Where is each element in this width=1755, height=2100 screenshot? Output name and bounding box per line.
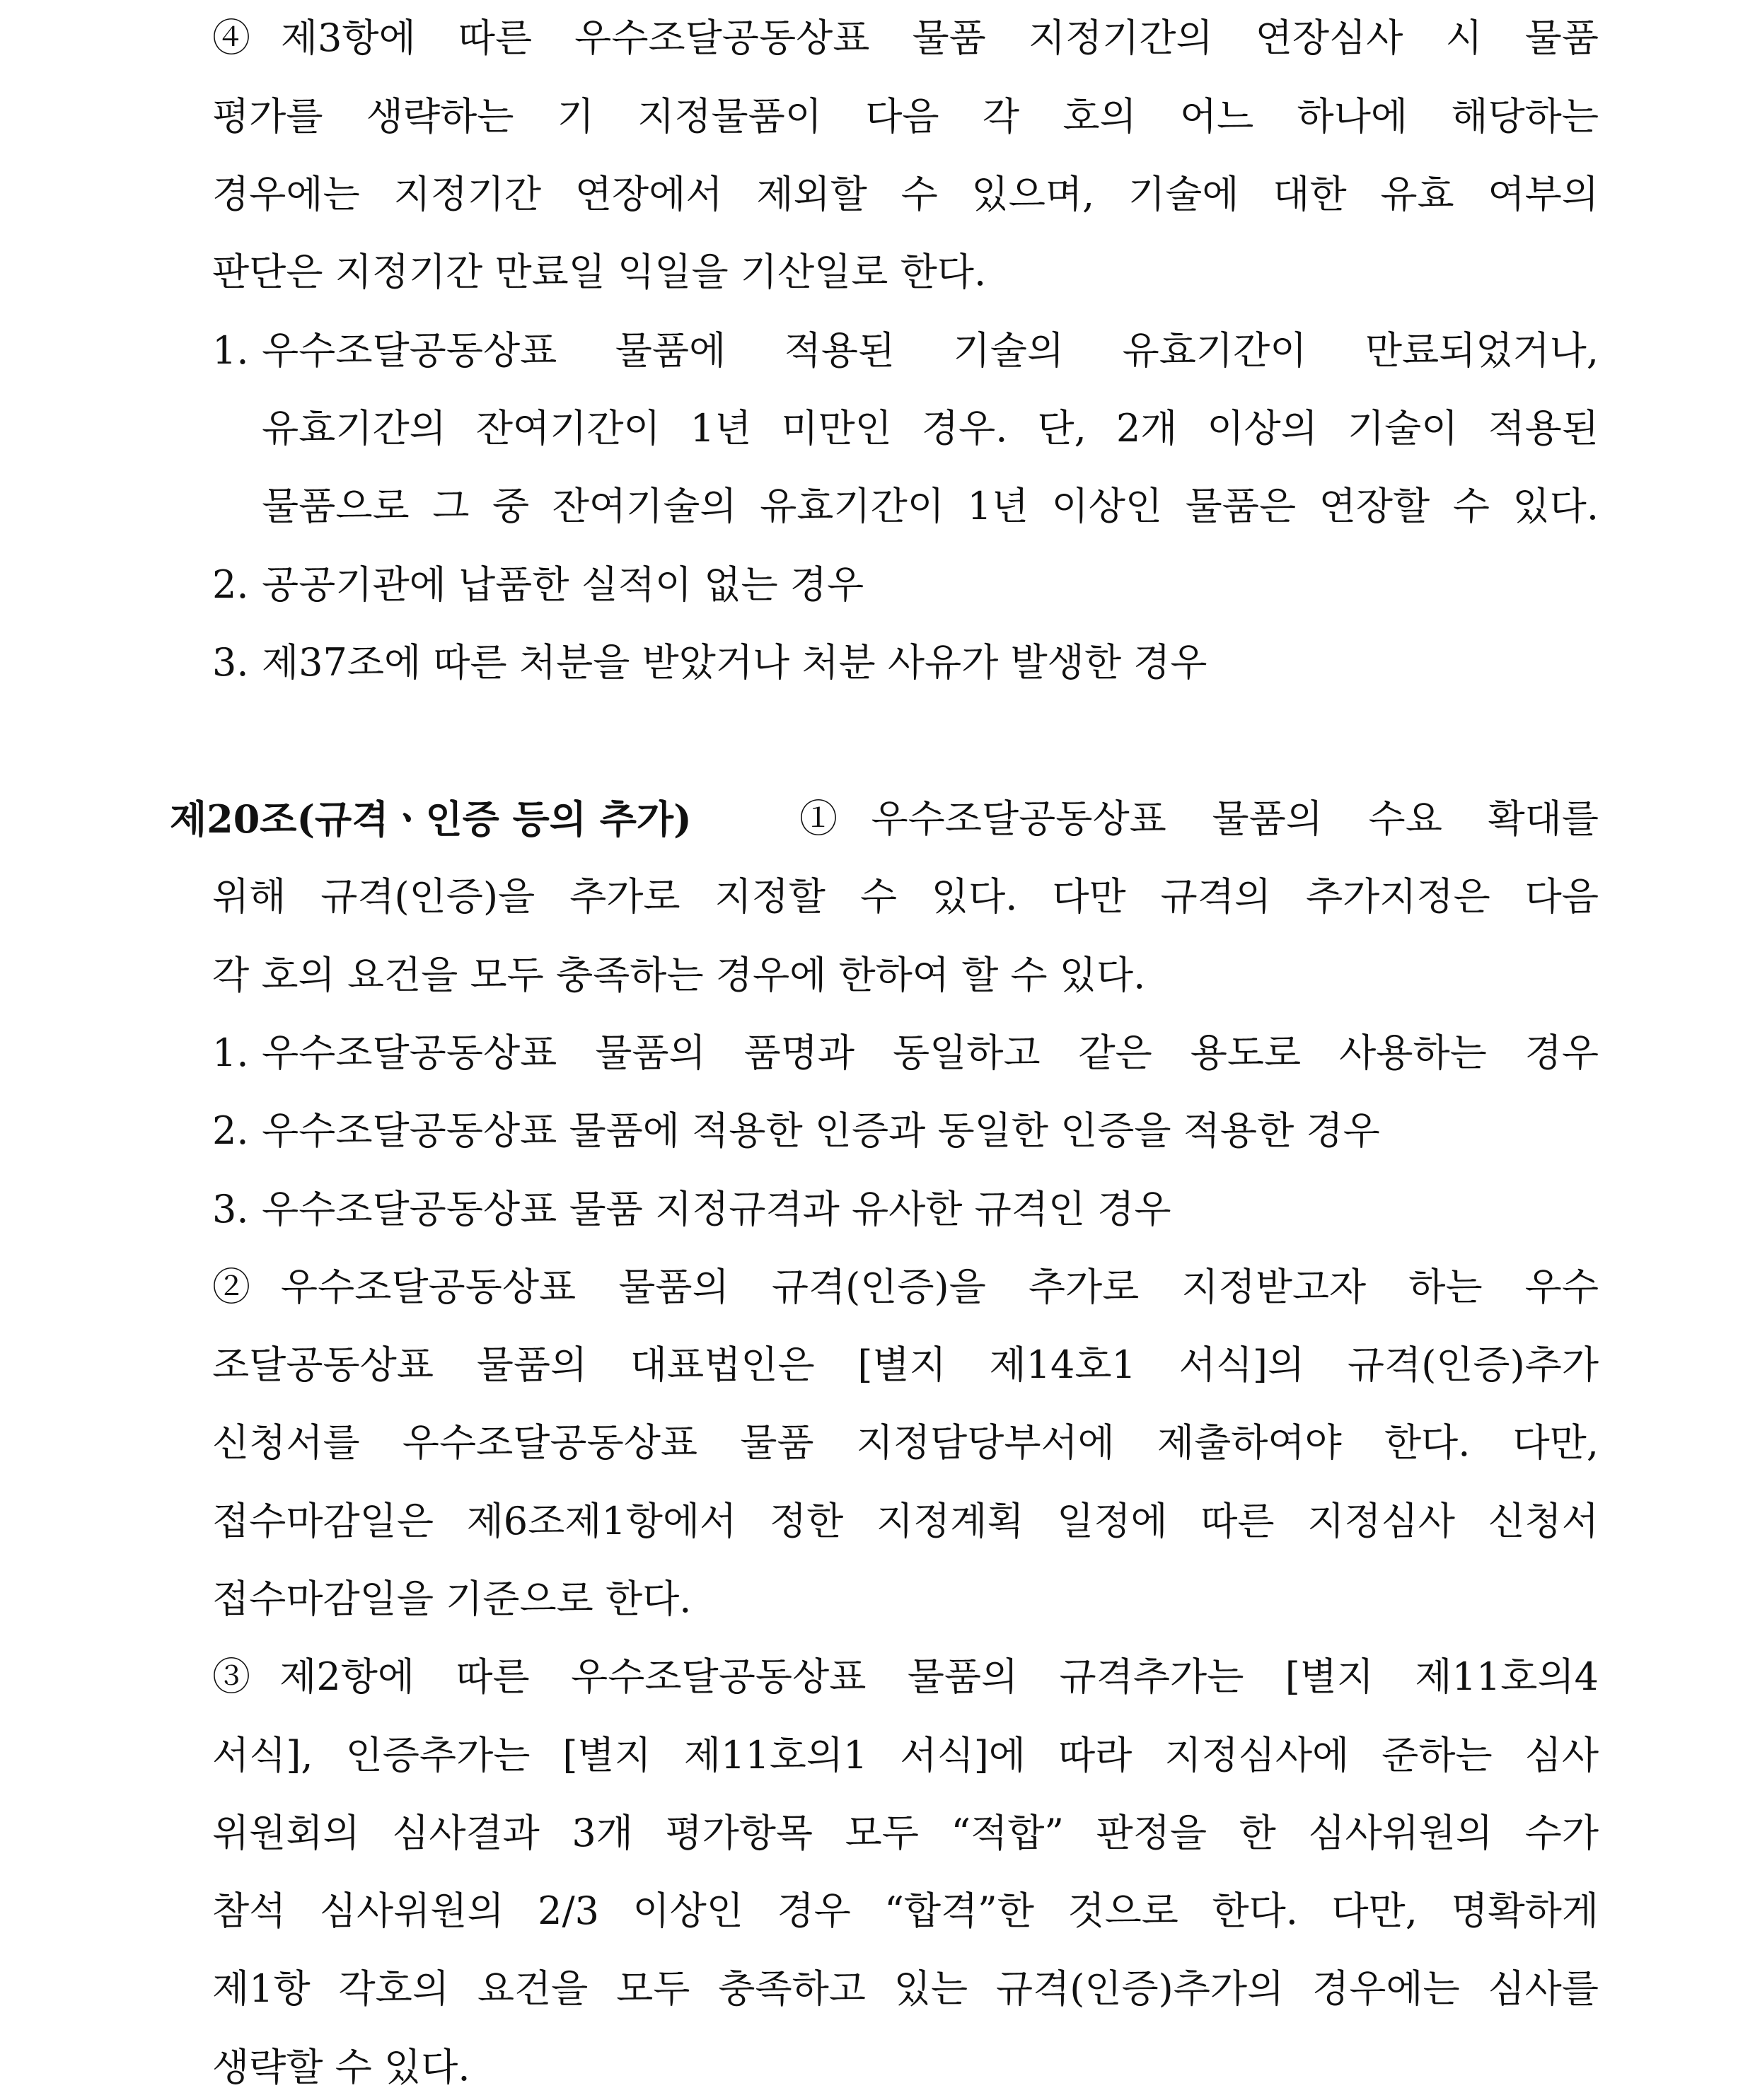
article-20-para2-line-2: 조달공동상표 물품의 대표법인은 [별지 제14호1 서식]의 규격(인증)추가: [212, 1342, 1599, 1387]
article-20-item-1-number: 1.: [212, 1031, 249, 1075]
para4-item-1-line-2: 유효기간의 잔여기간이 1년 미만인 경우. 단, 2개 이상의 기술이 적용된: [262, 406, 1599, 451]
para4-item-2-number: 2.: [212, 562, 249, 607]
para4-line-4: 판단은 지정기간 만료일 익일을 기산일로 한다.: [212, 250, 987, 294]
article-20-para1-line-2: 위해 규격(인증)을 추가로 지정할 수 있다. 다만 규격의 추가지정은 다음: [212, 874, 1599, 919]
article-20-para3-line-6: 생략할 수 있다.: [212, 2045, 470, 2089]
para4-item-2-text: 공공기관에 납품한 실적이 없는 경우: [262, 562, 864, 607]
article-20-para3-line-4: 참석 심사위원의 2/3 이상인 경우 “합격”한 것으로 한다. 다만, 명확하게: [212, 1889, 1599, 1933]
article-20-para1-first-line: ①우수조달공동상표 물품의 수요 확대를: [799, 796, 1599, 841]
article-20-para2-line-3: 신청서를 우수조달공동상표 물품 지정담당부서에 제출하여야 한다. 다만,: [212, 1420, 1599, 1465]
article-20-para2-line-4: 접수마감일은 제6조제1항에서 정한 지정계획 일정에 따른 지정심사 신청서: [212, 1499, 1599, 1543]
para4-line-1: ④제3항에 따른 우수조달공동상표 물품 지정기간의 연장심사 시 물품: [212, 16, 1599, 60]
article-20-item-3-text: 우수조달공동상표 물품 지정규격과 유사한 규격인 경우: [262, 1187, 1171, 1231]
para4-item-3-number: 3.: [212, 640, 249, 685]
para4-item-1-number: 1.: [212, 328, 249, 373]
article-20-para1-line-3: 각 호의 요건을 모두 충족하는 경우에 한하여 할 수 있다.: [212, 953, 1146, 997]
para4-item-1-line-1: 우수조달공동상표 물품에 적용된 기술의 유효기간이 만료되었거나,: [262, 328, 1599, 373]
article-20-para2-line-5: 접수마감일을 기준으로 한다.: [212, 1577, 692, 1621]
article-20-item-2-text: 우수조달공동상표 물품에 적용한 인증과 동일한 인증을 적용한 경우: [262, 1108, 1380, 1153]
para4-line-2: 평가를 생략하는 기 지정물품이 다음 각 호의 어느 하나에 해당하는: [212, 94, 1599, 139]
article-20-para3-line-2: 서식], 인증추가는 [별지 제11호의1 서식]에 따라 지정심사에 준하는 심사: [212, 1733, 1599, 1777]
article-20-title: 제20조(규격ㆍ인증 등의 추가): [170, 796, 692, 842]
article-20-para3-line-1: ③제2항에 따른 우수조달공동상표 물품의 규격추가는 [별지 제11호의4: [212, 1654, 1599, 1699]
article-20-para3-line-3: 위원회의 심사결과 3개 평가항목 모두 “적합” 판정을 한 심사위원의 수가: [212, 1811, 1599, 1855]
article-20-item-2-number: 2.: [212, 1108, 249, 1153]
para4-item-3-text: 제37조에 따른 처분을 받았거나 처분 사유가 발생한 경우: [262, 640, 1207, 685]
article-20-item-1-text: 우수조달공동상표 물품의 품명과 동일하고 같은 용도로 사용하는 경우: [262, 1031, 1599, 1075]
para4-item-1-line-3: 물품으로 그 중 잔여기술의 유효기간이 1년 이상인 물품은 연장할 수 있다.: [262, 484, 1599, 528]
article-20-para2-line-1: ②우수조달공동상표 물품의 규격(인증)을 추가로 지정받고자 하는 우수: [212, 1265, 1599, 1309]
para4-line-3: 경우에는 지정기간 연장에서 제외할 수 있으며, 기술에 대한 유효 여부의: [212, 172, 1599, 216]
article-20-para3-line-5: 제1항 각호의 요건을 모두 충족하고 있는 규격(인증)추가의 경우에는 심사를: [212, 1966, 1599, 2011]
article-20-item-3-number: 3.: [212, 1187, 249, 1231]
